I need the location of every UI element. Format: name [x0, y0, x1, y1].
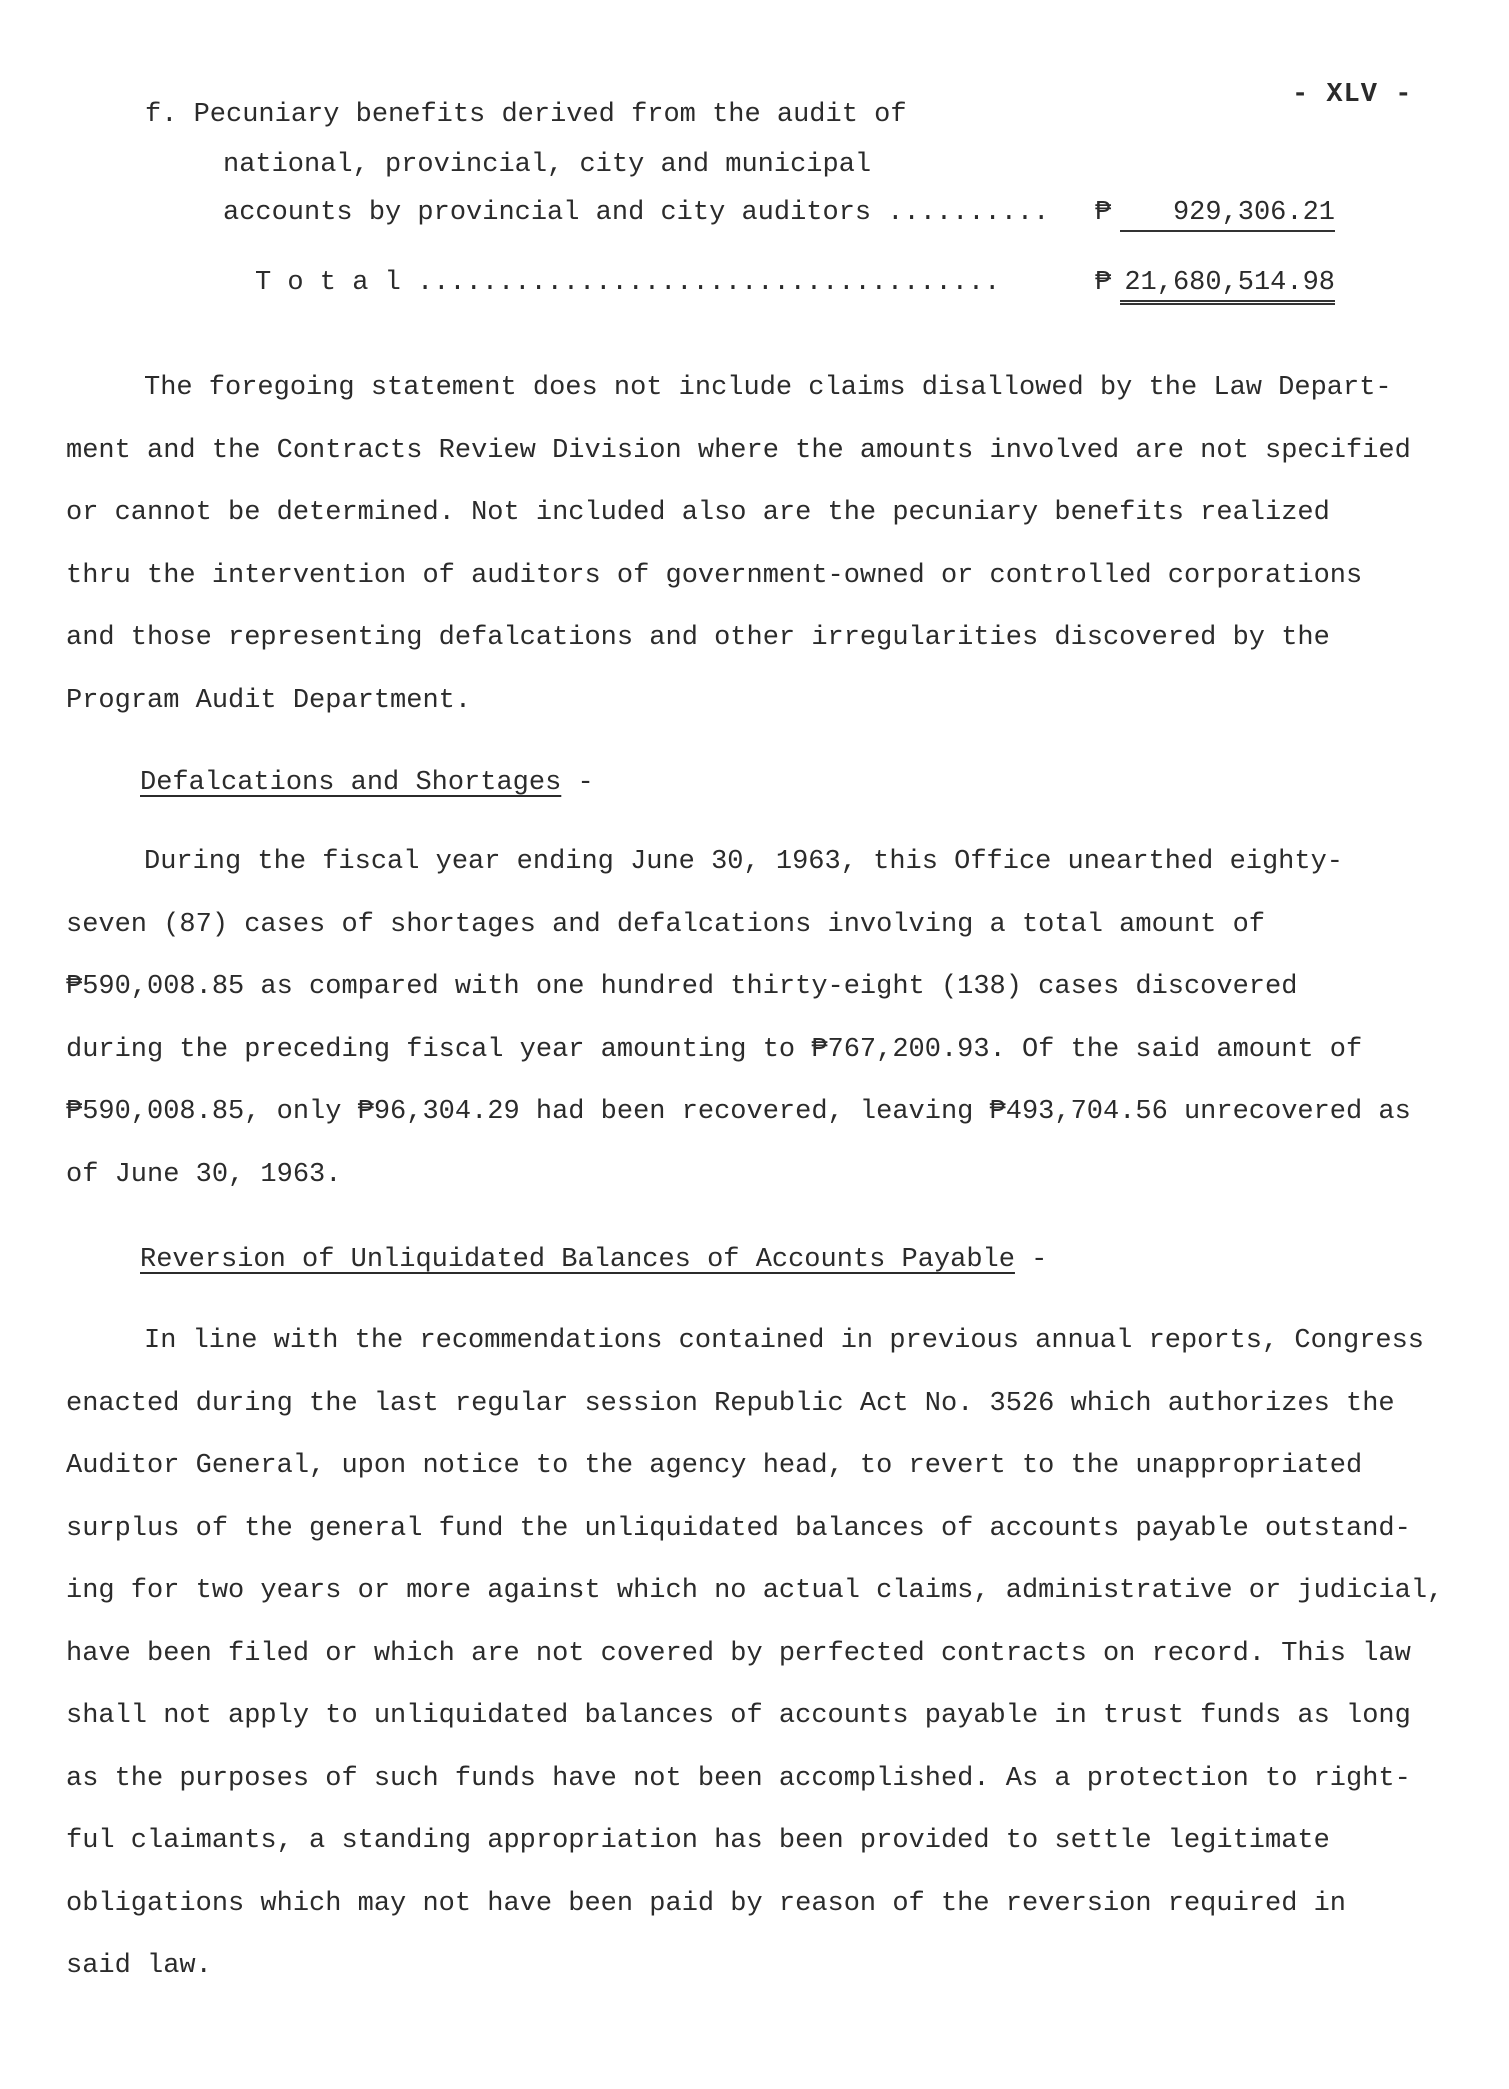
- heading-suffix: -: [1014, 1245, 1048, 1275]
- section-heading-defalcations: [140, 768, 594, 798]
- paragraph-line: ₱590,008.85 as compared with one hundred thirty-eight (138) cases discovered: [66, 972, 1298, 1002]
- paragraph-line: have been filed or which are not covered by perfected contracts on record. This law: [66, 1638, 1411, 1669]
- section-heading-reversion: [140, 1245, 1047, 1275]
- paragraph-line: during the preceding fiscal year amounting to ₱767,200.93. Of the said amount of: [66, 1034, 1363, 1065]
- paragraph-defalcations: [66, 831, 1446, 1206]
- paragraph-line: ment and the Contracts Review Division where the amounts involved are not specified: [66, 435, 1411, 466]
- paragraph-line: surplus of the general fund the unliquidated balances of accounts payable outstand-: [66, 1513, 1411, 1544]
- item-f-line-1: f. Pecuniary benefits derived from the audit of: [145, 100, 907, 130]
- item-f-line-3: accounts by provincial and city auditors ..........: [223, 198, 1050, 228]
- paragraph-line: Auditor General, upon notice to the agency head, to revert to the unappropriated: [66, 1451, 1363, 1481]
- paragraph-line: thru the intervention of auditors of government-owned or controlled corporations: [66, 560, 1363, 591]
- total-label: T o t a l ....................................: [255, 268, 1001, 298]
- paragraph-line: of June 30, 1963.: [66, 1159, 342, 1190]
- heading-title: Reversion of Unliquidated Balances of Accounts Payable: [140, 1245, 1015, 1275]
- paragraph-reversion: [66, 1310, 1446, 1998]
- heading-title: Defalcations and Shortages: [140, 768, 562, 798]
- paragraph-line: ing for two years or more against which no actual claims, administrative or judicial,: [66, 1576, 1444, 1606]
- item-f-line-2: national, provincial, city and municipal: [223, 150, 872, 180]
- paragraph-line: Program Audit Department.: [66, 685, 472, 716]
- page-number: - XLV -: [1292, 80, 1413, 110]
- paragraph-line: obligations which may not have been paid by reason of the reversion required in: [66, 1888, 1347, 1919]
- item-f-currency: ₱: [1095, 198, 1112, 228]
- paragraph-line: shall not apply to unliquidated balances of accounts payable in trust funds as long: [66, 1701, 1411, 1731]
- item-f-amount: 929,306.21: [1120, 198, 1335, 232]
- paragraph-line: seven (87) cases of shortages and defalcations involving a total amount of: [66, 909, 1265, 940]
- heading-suffix: -: [561, 768, 594, 798]
- paragraph-line: as the purposes of such funds have not been accomplished. As a protection to right-: [66, 1763, 1411, 1794]
- paragraph-line: During the fiscal year ending June 30, 1963, this Office unearthed eighty-: [144, 847, 1343, 877]
- total-amount: 21,680,514.98: [1120, 268, 1335, 305]
- paragraph-line: ₱590,008.85, only ₱96,304.29 had been recovered, leaving ₱493,704.56 unrecovered as: [66, 1097, 1411, 1127]
- total-currency: ₱: [1095, 268, 1112, 298]
- paragraph-line: said law.: [66, 1951, 212, 1981]
- paragraph-foregoing-statement: [66, 357, 1446, 732]
- paragraph-line: ful claimants, a standing appropriation has been provided to settle legitimate: [66, 1826, 1330, 1856]
- paragraph-line: enacted during the last regular session Republic Act No. 3526 which authorizes the: [66, 1388, 1395, 1419]
- paragraph-line: The foregoing statement does not include claims disallowed by the Law Depart-: [144, 373, 1392, 403]
- paragraph-line: and those representing defalcations and other irregularities discovered by the: [66, 623, 1330, 653]
- paragraph-line: or cannot be determined. Not included also are the pecuniary benefits realized: [66, 498, 1330, 528]
- paragraph-line: In line with the recommendations contained in previous annual reports, Congress: [144, 1326, 1425, 1356]
